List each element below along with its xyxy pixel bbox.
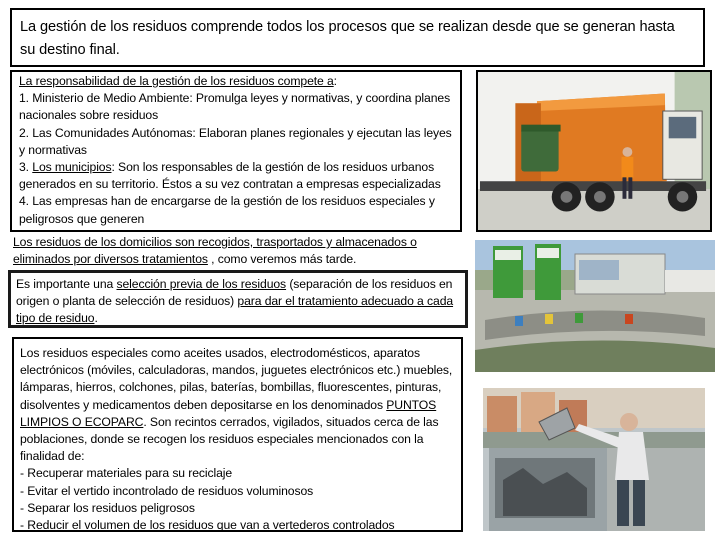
domestic-waste-text: Los residuos de los domicilios son recogidos, trasportados y almacenados o eliminados por diversos tratamientos , como veremos más tarde.: [13, 235, 417, 267]
special-waste-box: [12, 337, 463, 532]
selection-box: [8, 270, 468, 328]
special-bullet: - Recuperar materiales para su reciclaje: [20, 466, 233, 481]
selection-text: Es importante una selección previa de los residuos (separación de los residuos en origen o planta de selección de residuos) para dar el tratamiento adecuado a cada tipo de residuo.: [16, 277, 454, 326]
special-bullet: - Separar los residuos peligrosos: [20, 500, 195, 515]
title-box: [10, 8, 705, 67]
special-bullet: - Reducir el volumen de los residuos que van a vertederos controlados: [20, 518, 395, 533]
responsibility-box: [10, 70, 462, 232]
title-text: La gestión de los residuos comprende todos los procesos que se realizan desde que se generan hasta su destino final.: [20, 19, 675, 58]
special-waste-text: Los residuos especiales como aceites usados, electrodomésticos, aparatos electrónicos (móviles, calculadoras, mandos, juguetes electrónicos etc.) muebles, lámparas, hierros, colchones, pilas, baterías, bombillas, fluorescentes, pinturas, disolventes y medicamentos deben depositarse en los denominados PUNTOS LIMPIOS O ECOPARC. Son recintos cerrados, vigilados, situados cerca de las poblaciones, donde se recogen los residuos especiales mencionados con la finalidad de:: [20, 346, 453, 464]
clean-point-worker-image: [483, 388, 705, 531]
responsibility-heading: La responsabilidad de la gestión de los residuos compete a:: [19, 74, 337, 88]
garbage-truck-image: [478, 72, 710, 230]
recycling-plant-photo: [475, 240, 715, 372]
responsibility-item-2: 2. Las Comunidades Autónomas: Elaboran planes regionales y ejecutan las leyes y normativas: [19, 125, 452, 157]
responsibility-item-1: 1. Ministerio de Medio Ambiente: Promulga leyes y normativas, y coordina planes nacionales sobre residuos: [19, 91, 451, 123]
garbage-truck-photo: [476, 70, 712, 232]
responsibility-item-4: 4. Las empresas han de encargarse de la gestión de los residuos especiales y peligrosos que generen: [19, 194, 435, 226]
responsibility-item-3: 3. Los municipios: Son los responsables de la gestión de los residuos urbanos generados en su territorio. Éstos a su vez contratan a empresas especializadas: [19, 160, 441, 192]
special-bullet: - Evitar el vertido incontrolado de residuos voluminosos: [20, 483, 314, 498]
recycling-plant-image: [475, 240, 715, 372]
clean-point-worker-photo: [483, 388, 705, 531]
